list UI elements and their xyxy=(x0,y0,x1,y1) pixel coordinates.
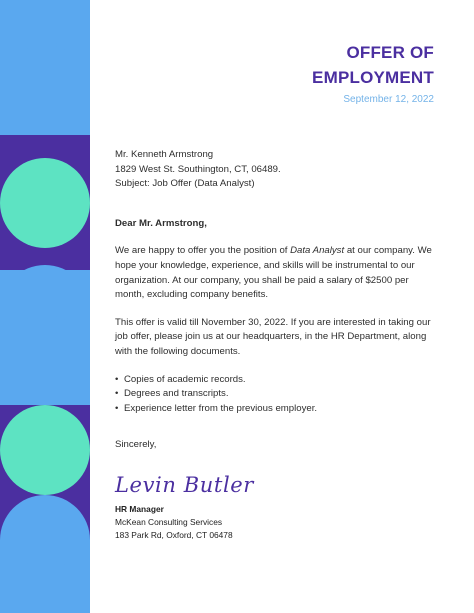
recipient-address: 1829 West St. Southington, CT, 06489. xyxy=(115,163,281,175)
validity-paragraph: This offer is valid till November 30, 2022. If you are interested in taking our job offer, please join us at our headquarters, in the HR Department, along with the following documents. xyxy=(115,316,431,357)
list-item: • Experience letter from the previous employer. xyxy=(115,402,440,417)
offer-text-start: We are happy to offer you the position of xyxy=(115,245,291,257)
sender-role: HR Manager xyxy=(115,503,164,514)
blue-circle xyxy=(0,315,90,405)
blue-circle xyxy=(0,45,90,135)
sender-company: McKean Consulting Services xyxy=(115,516,223,527)
sender-address: 183 Park Rd, Oxford, CT 06478 xyxy=(115,529,233,540)
teal-circle xyxy=(0,158,90,248)
recipient-name: Mr. Kenneth Armstrong xyxy=(115,149,214,160)
letter-date: September 12, 2022 xyxy=(343,94,434,105)
title-line-2: EMPLOYMENT xyxy=(312,68,434,87)
blue-circle xyxy=(0,0,90,45)
offer-paragraph xyxy=(115,244,440,302)
letter-body xyxy=(115,148,440,542)
greeting: Dear Mr. Armstrong, xyxy=(115,217,207,229)
teal-circle xyxy=(0,405,90,495)
decorative-side-strip xyxy=(0,0,90,613)
documents-list xyxy=(115,373,440,417)
list-item: • Copies of academic records. xyxy=(115,373,440,388)
offer-text-end: at our company. We hope your knowledge, experience, and skills will be instrumental to our organization. At our company, you shall be paid a salary of $2500 per month, excluding company benefits. xyxy=(115,245,432,301)
signature: Levin Butler xyxy=(115,472,254,497)
list-item: • Degrees and transcripts. xyxy=(115,387,440,402)
document-title xyxy=(312,40,434,90)
position-title: Data Analyst xyxy=(290,245,345,257)
title-line-1: OFFER OF xyxy=(346,43,434,62)
closing: Sincerely, xyxy=(115,439,157,451)
subject-line: Subject: Job Offer (Data Analyst) xyxy=(115,178,255,190)
recipient-block xyxy=(115,148,440,192)
